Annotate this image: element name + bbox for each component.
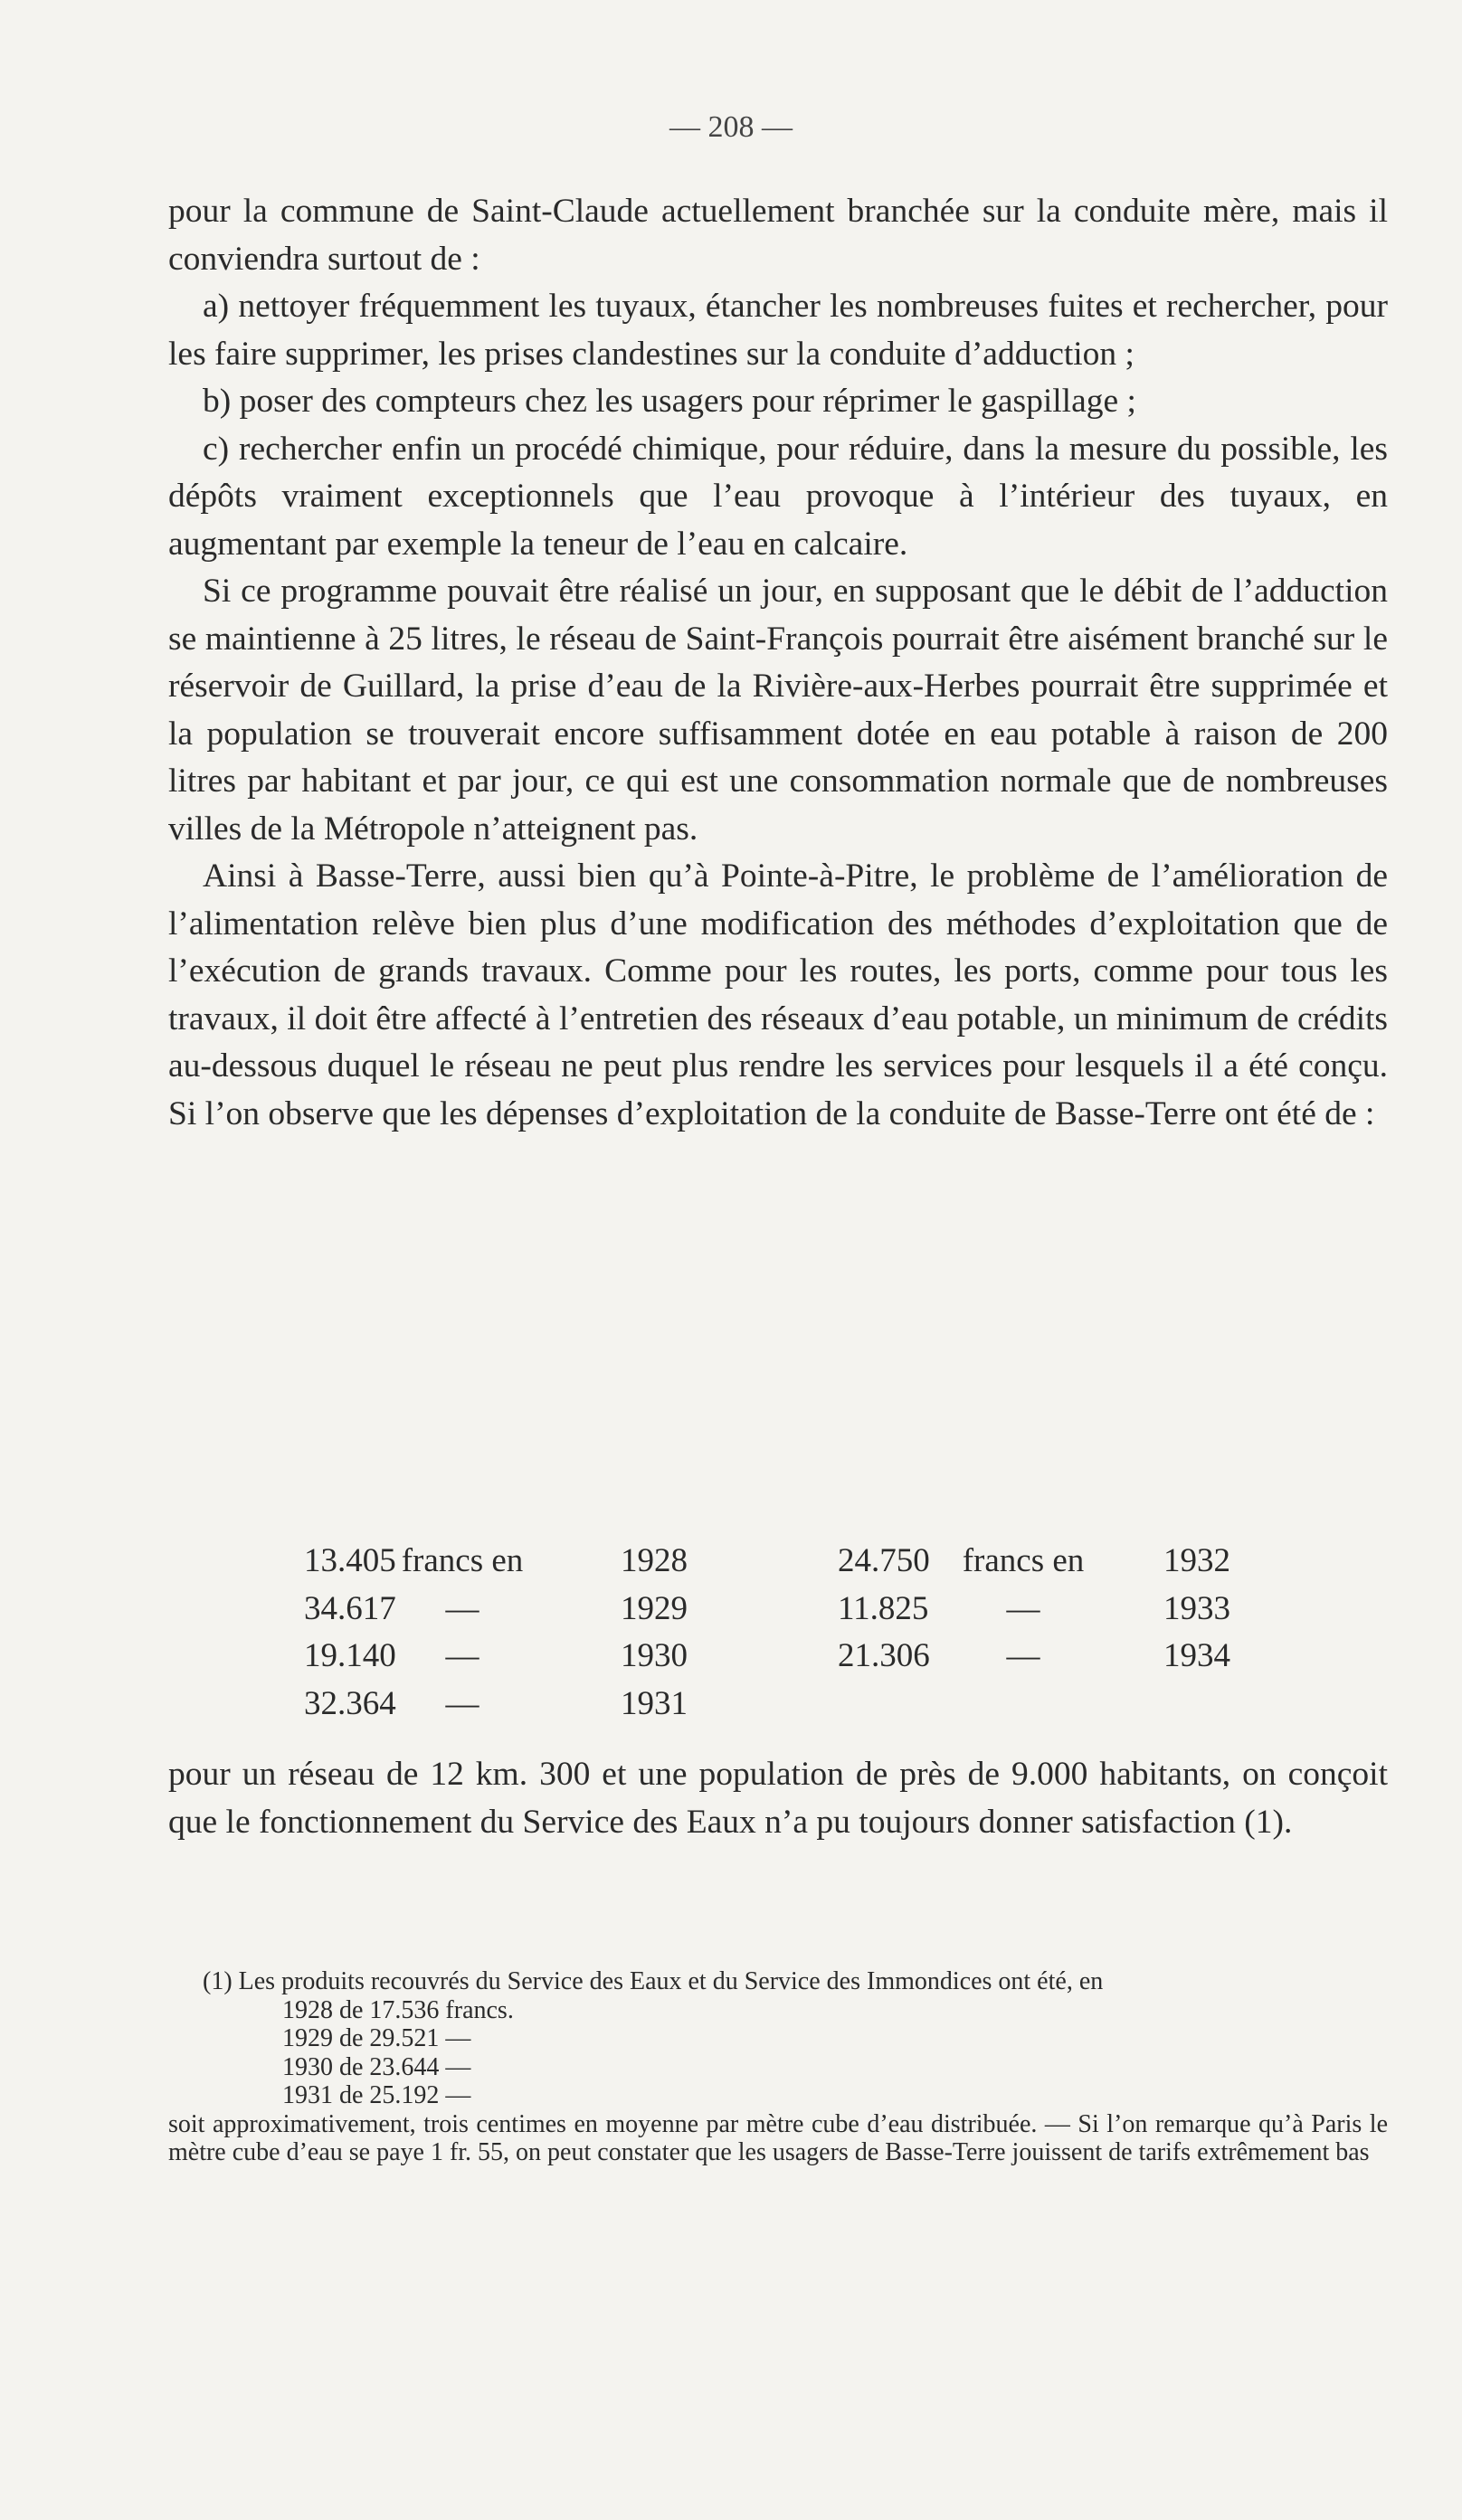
footnote-year-line: 1931 de 25.192 — <box>282 2081 471 2109</box>
footnote-text: soit approximativement, trois centimes en moyenne par mètre cube d’eau distribuée. — Si l’on remarque qu’à Paris le mètre cube d’eau se paye 1 fr. 55, on peut constater que les usagers de Basse-Terre jouissent de tarifs extrêmement bas <box>168 2109 1388 2166</box>
table-row <box>0 1681 1462 1729</box>
amount: 13.405 <box>304 1542 396 1579</box>
year: 1934 <box>1163 1637 1230 1674</box>
year: 1930 <box>621 1637 688 1674</box>
expenses-table <box>0 1538 1462 1728</box>
paragraph: b) poser des compteurs chez les usagers pour réprimer le gaspillage ; <box>203 383 1136 420</box>
unit: francs en <box>401 1542 524 1579</box>
closing-text <box>168 1751 1388 1846</box>
footnote-year-line: 1930 de 23.644 — <box>282 2052 471 2081</box>
year: 1931 <box>621 1684 688 1722</box>
paragraph: pour la commune de Saint-Claude actuellement branchée sur la conduite mère, mais il conviendra surtout de : <box>168 193 1388 278</box>
year: 1933 <box>1163 1589 1230 1627</box>
unit: francs en <box>962 1542 1085 1579</box>
table-row <box>0 1633 1462 1681</box>
amount: 19.140 <box>304 1637 396 1674</box>
year: 1929 <box>621 1589 688 1627</box>
footnote-year-list <box>168 1996 1388 2110</box>
unit: — <box>1006 1589 1040 1627</box>
paragraph: a) nettoyer fréquemment les tuyaux, étancher les nombreuses fuites et rechercher, pour les faire supprimer, les prises clandestines sur la conduite d’adduction ; <box>168 288 1388 373</box>
unit: — <box>445 1684 479 1722</box>
footnote-year-line: 1928 de 17.536 francs. <box>282 1995 514 2024</box>
unit: — <box>1006 1637 1040 1674</box>
year: 1932 <box>1163 1542 1230 1579</box>
amount: 11.825 <box>838 1589 929 1627</box>
table-row <box>0 1586 1462 1634</box>
amount: 34.617 <box>304 1589 396 1627</box>
amount: 21.306 <box>838 1637 930 1674</box>
amount: 24.750 <box>838 1542 930 1579</box>
table-row <box>0 1538 1462 1586</box>
amount: 32.364 <box>304 1684 396 1722</box>
page-number: — 208 — <box>669 110 793 144</box>
year: 1928 <box>621 1542 688 1579</box>
footnote-intro: (1) Les produits recouvrés du Service des Eaux et du Service des Immondices ont été, en <box>203 1967 1104 1995</box>
unit: — <box>445 1637 479 1674</box>
paragraph: c) rechercher enfin un procédé chimique, pour réduire, dans la mesure du possible, les dépôts vraiment exceptionnels que l’eau provoque à l’intérieur des tuyaux, en augmentant par exemple la teneur de l’eau en calcaire. <box>168 430 1388 563</box>
footnote-year-line: 1929 de 29.521 — <box>282 2024 471 2052</box>
paragraph: Ainsi à Basse-Terre, aussi bien qu’à Pointe-à-Pitre, le problème de l’amélioration de l’alimentation relève bien plus d’une modification des méthodes d’exploitation que de l’exécution de grands travaux. Comme pour les routes, les ports, comme pour tous les travaux, il doit être affecté à l’entretien des réseaux d’eau potable, un minimum de crédits au-dessous duquel le réseau ne peut plus rendre les services pour lesquels il a été conçu. Si l’on observe que les dépenses d’exploitation de la conduite de Basse-Terre ont été de : <box>168 857 1388 1132</box>
body-text <box>168 188 1388 1138</box>
footnote <box>168 1967 1388 2167</box>
paragraph: pour un réseau de 12 km. 300 et une population de près de 9.000 habitants, on conçoit que le fonctionnement du Service des Eaux n’a pu toujours donner satisfaction (1). <box>168 1756 1388 1841</box>
unit: — <box>445 1589 479 1627</box>
paragraph: Si ce programme pouvait être réalisé un jour, en supposant que le débit de l’adduction se maintienne à 25 litres, le réseau de Saint-François pourrait être aisément branché sur le réservoir de Guillard, la prise d’eau de la Rivière-aux-Herbes pourrait être supprimée et la population se trouverait encore suffisamment dotée en eau potable à raison de 200 litres par habitant et par jour, ce qui est une consommation normale que de nombreuses villes de la Métropole n’atteignent pas. <box>168 573 1388 848</box>
